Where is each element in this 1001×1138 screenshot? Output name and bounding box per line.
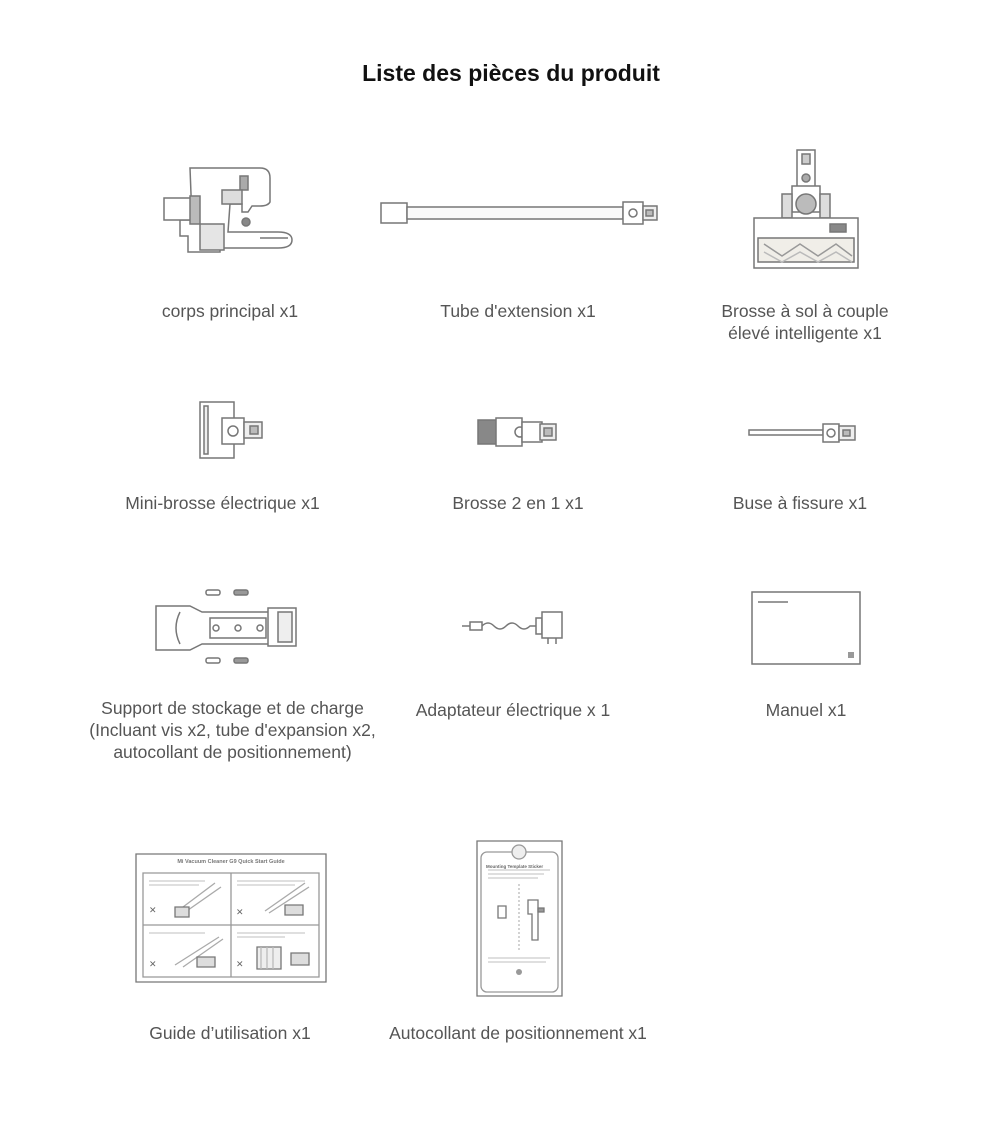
crevice-tool-image bbox=[747, 418, 859, 448]
floor-brush-image bbox=[752, 148, 860, 270]
cross-icon: ✕ bbox=[236, 959, 244, 969]
part-label-charging-dock-line1: Support de stockage et de charge bbox=[101, 698, 364, 718]
cross-icon: ✕ bbox=[149, 959, 157, 969]
power-adapter-image bbox=[458, 606, 566, 646]
part-label-charging-dock-line2: (Incluant vis x2, tube d'expansion x2, bbox=[89, 720, 376, 740]
quick-start-guide-image bbox=[135, 853, 327, 983]
part-label-two-in-one-brush: Brosse 2 en 1 x1 bbox=[452, 493, 584, 513]
part-label-extension-tube: Tube d'extension x1 bbox=[440, 301, 596, 321]
main-body-image bbox=[160, 160, 300, 260]
cross-icon: ✕ bbox=[236, 907, 244, 917]
page-title: Liste des pièces du produit bbox=[362, 60, 660, 86]
guide-title-text: Mi Vacuum Cleaner G9 Quick Start Guide bbox=[177, 859, 285, 865]
part-label-crevice-tool: Buse à fissure x1 bbox=[732, 493, 868, 513]
part-label-mini-brush: Mini-brosse électrique x1 bbox=[125, 493, 320, 513]
part-label-manual: Manuel x1 bbox=[765, 700, 847, 720]
charging-dock-image bbox=[150, 584, 310, 668]
mini-brush-image bbox=[196, 398, 270, 462]
two-in-one-brush-image bbox=[474, 412, 560, 450]
part-label-power-adapter: Adaptateur électrique x 1 bbox=[415, 700, 611, 720]
positioning-sticker-image bbox=[476, 840, 563, 997]
cross-icon: ✕ bbox=[149, 905, 157, 915]
part-label-positioning-sticker: Autocollant de positionnement x1 bbox=[389, 1023, 647, 1043]
part-label-floor-brush bbox=[680, 300, 930, 344]
part-label-main-body: corps principal x1 bbox=[161, 301, 299, 321]
manual-image bbox=[750, 590, 862, 666]
part-label-charging-dock-line3: autocollant de positionnement) bbox=[113, 742, 352, 762]
part-label-quick-start-guide: Guide d’utilisation x1 bbox=[149, 1023, 311, 1043]
part-label-floor-brush-line1: Brosse à sol à couple bbox=[721, 301, 889, 321]
part-label-charging-dock bbox=[60, 697, 405, 763]
extension-tube-image bbox=[378, 196, 660, 230]
part-label-floor-brush-line2: élevé intelligente x1 bbox=[728, 323, 882, 343]
sticker-title-text: Mounting Template Sticker bbox=[486, 864, 544, 869]
